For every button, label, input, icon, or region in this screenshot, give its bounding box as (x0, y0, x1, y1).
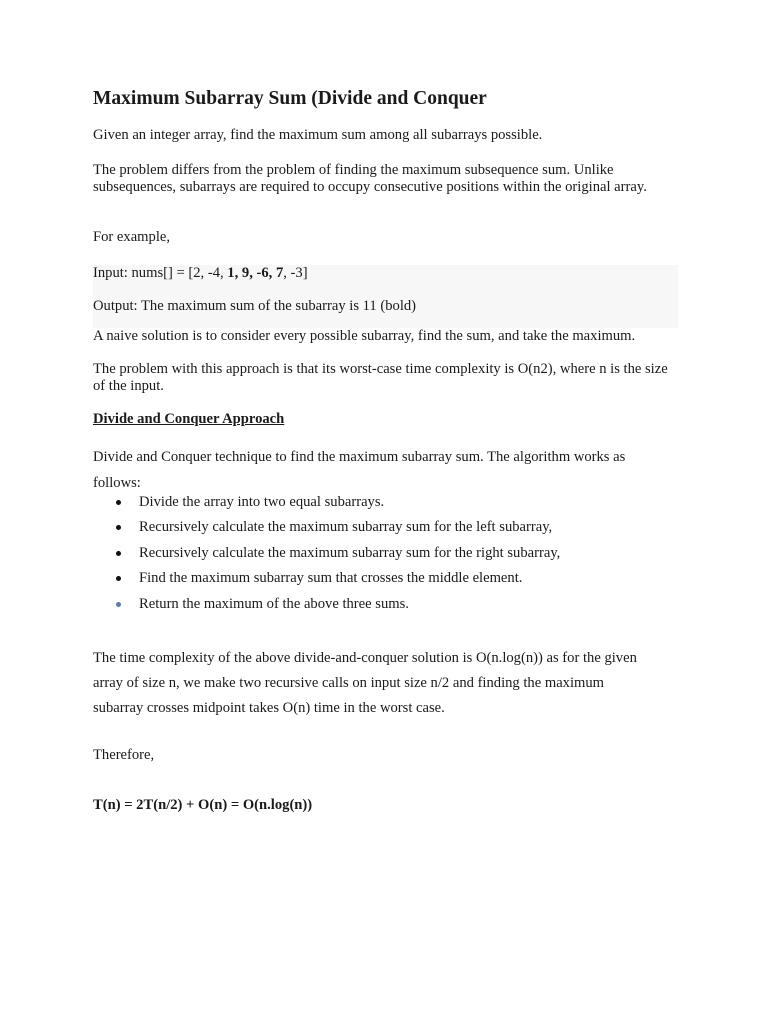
recurrence-formula: T(n) = 2T(n/2) + O(n) = O(n.log(n)) (93, 797, 313, 813)
example-input-prefix: Input: nums[] = [2, -4, (93, 265, 228, 281)
example-output: Output: The maximum sum of the subarray is 11 (bold) (93, 298, 417, 314)
list-item (93, 570, 683, 595)
step-text: Recursively calculate the maximum subarray sum for the left subarray, (139, 519, 553, 536)
naive-paragraph: A naive solution is to consider every possible subarray, find the sum, and take the maximum. (93, 328, 636, 344)
approach-intro-line2: follows: (93, 475, 141, 491)
time-complexity-line1: The time complexity of the above divide-and-conquer solution is O(n.log(n)) as for the given (93, 650, 637, 666)
step-text: Find the maximum subarray sum that crosses the middle element. (139, 570, 523, 587)
example-box (93, 265, 678, 328)
approach-heading: Divide and Conquer Approach (93, 411, 285, 427)
list-item (93, 545, 683, 570)
complexity-paragraph: The problem with this approach is that its worst-case time complexity is O(n2), where n is the size of the input. (93, 361, 668, 394)
bullet-icon (116, 525, 121, 530)
bullet-icon (116, 576, 121, 581)
page-title: Maximum Subarray Sum (Divide and Conquer (93, 88, 487, 109)
step-text: Return the maximum of the above three sums. (139, 595, 409, 612)
time-complexity-line3: subarray crosses midpoint takes O(n) time in the worst case. (93, 700, 445, 716)
list-item (93, 494, 683, 519)
difference-paragraph: The problem differs from the problem of finding the maximum subsequence sum. Unlike subsequences, subarrays are required to occupy consecutive positions within the original array. (93, 162, 647, 195)
bullet-icon (116, 500, 121, 505)
approach-intro (93, 444, 683, 496)
bullet-icon (116, 602, 121, 607)
for-example-text: For example, (93, 229, 171, 245)
steps-list (93, 494, 683, 621)
approach-intro-line1: Divide and Conquer technique to find the maximum subarray sum. The algorithm works as (93, 449, 626, 465)
step-text: Divide the array into two equal subarrays. (139, 494, 385, 510)
list-item (93, 519, 683, 544)
list-item (93, 596, 683, 621)
example-input (93, 265, 308, 282)
therefore-text: Therefore, (93, 747, 155, 763)
time-complexity-paragraph (93, 646, 683, 721)
bullet-icon (116, 551, 121, 556)
step-text: Recursively calculate the maximum subarray sum for the right subarray, (139, 544, 561, 561)
intro-paragraph: Given an integer array, find the maximum sum among all subarrays possible. (93, 127, 543, 143)
time-complexity-line2: array of size n, we make two recursive calls on input size n/2 and finding the maximum (93, 675, 605, 691)
example-input-suffix: , -3] (283, 265, 308, 281)
example-input-bold: 1, 9, -6, 7 (227, 265, 284, 281)
